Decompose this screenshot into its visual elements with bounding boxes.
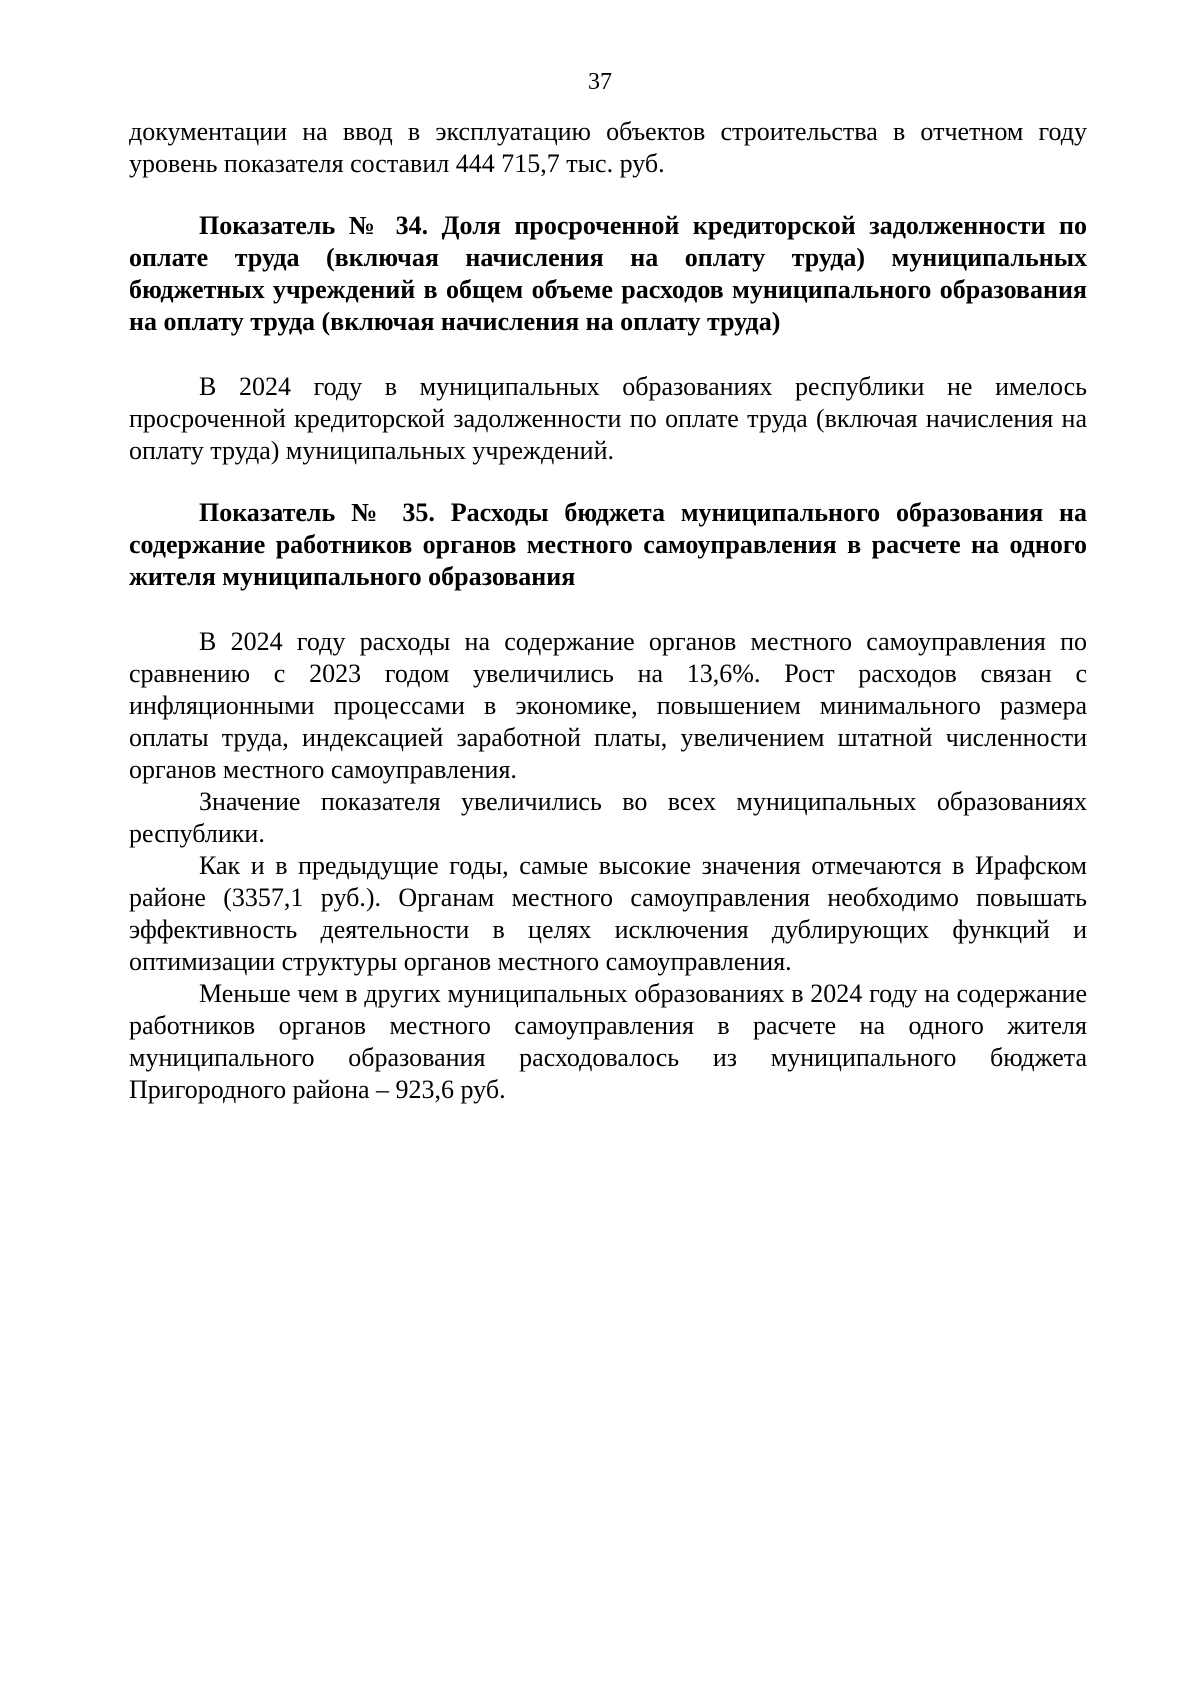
page-number: 37 <box>588 69 612 95</box>
section-35-paragraph-1: В 2024 году расходы на содержание органов местного самоуправления по сравнению с 2023 годом увеличились на 13,6%. Рост расходов связан с инфляционными процессами в экономике, повышением минимального размера оплаты труда, индексацией заработной платы, увеличением штатной численности органов местного самоуправления. <box>129 627 1087 784</box>
section-35-paragraph-4: Меньше чем в других муниципальных образованиях в 2024 году на содержание работников органов местного самоуправления в расчете на одного жителя муниципального образования расходовалось из муниципального бюджета Пригородного района – 923,6 руб. <box>129 979 1087 1104</box>
section-34-paragraph: В 2024 году в муниципальных образованиях республики не имелось просроченной кредиторской задолженности по оплате труда (включая начисления на оплату труда) муниципальных учреждений. <box>129 372 1087 465</box>
intro-paragraph: документации на ввод в эксплуатацию объектов строительства в отчетном году уровень показателя составил 444 715,7 тыс. руб. <box>129 117 1087 178</box>
section-35-paragraph-2: Значение показателя увеличились во всех муниципальных образованиях республики. <box>129 787 1087 848</box>
section-35-paragraph-3: Как и в предыдущие годы, самые высокие значения отмечаются в Ирафском районе (3357,1 руб.). Органам местного самоуправления необходимо повышать эффективность деятельности в целях исключения дублирующих функций и оптимизации структуры органов местного самоуправления. <box>129 851 1087 976</box>
section-34-heading: Показатель № 34. Доля просроченной кредиторской задолженности по оплате труда (включая начисления на оплату труда) муниципальных бюджетных учреждений в общем объеме расходов муниципального образования на оплату труда (включая начисления на оплату труда) <box>129 211 1087 336</box>
page-content <box>129 116 1087 1106</box>
section-35-heading: Показатель № 35. Расходы бюджета муниципального образования на содержание работников органов местного самоуправления в расчете на одного жителя муниципального образования <box>129 498 1087 591</box>
